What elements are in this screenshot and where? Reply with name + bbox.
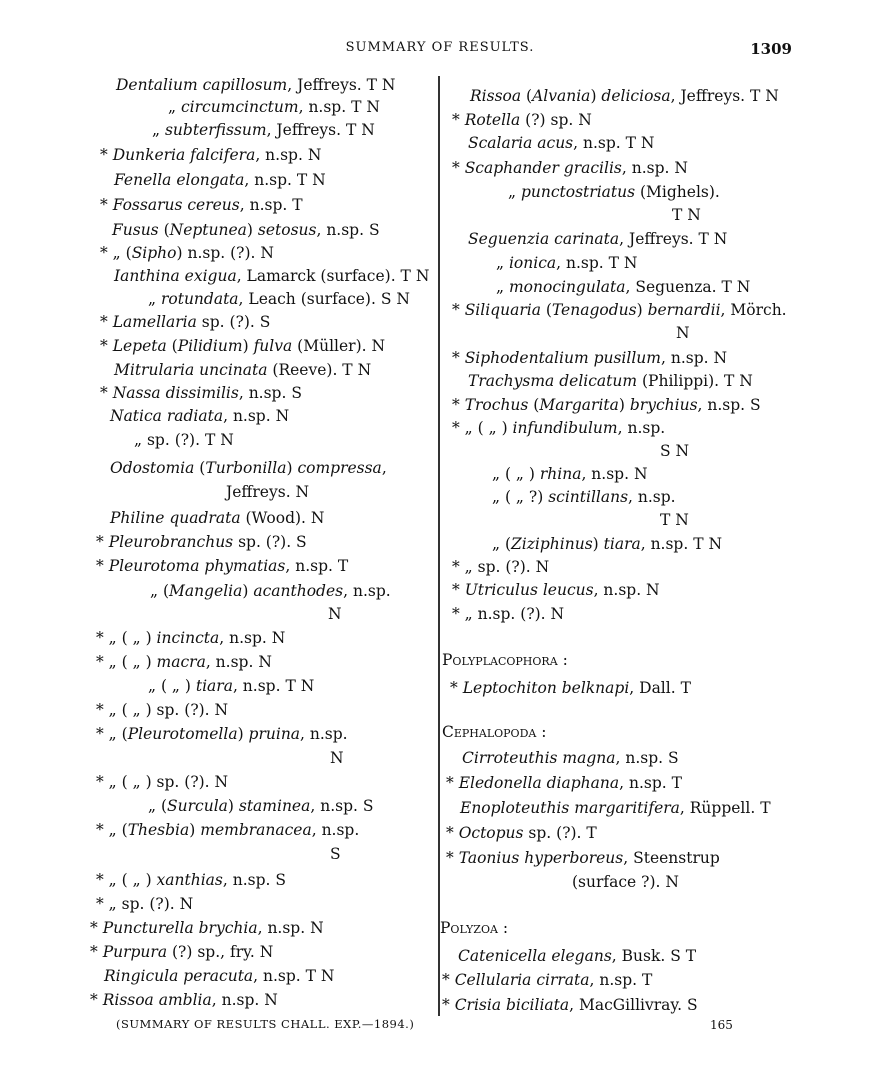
right-entry: Rissoa (Alvania) deliciosa, Jeffreys. T N bbox=[470, 87, 779, 105]
right-entry: * „ n.sp. (?). N bbox=[452, 605, 565, 623]
right-entry: Seguenzia carinata, Jeffreys. T N bbox=[468, 230, 728, 248]
left-entry: Jeffreys. N bbox=[226, 483, 310, 501]
right-entry: * Utriculus leucus, n.sp. N bbox=[452, 581, 660, 599]
left-entry: S bbox=[330, 845, 341, 863]
right-entry: * Crisia biciliata, MacGillivray. S bbox=[442, 996, 698, 1014]
left-entry: Fusus (Neptunea) setosus, n.sp. S bbox=[112, 221, 380, 239]
left-entry: * Nassa dissimilis, n.sp. S bbox=[100, 384, 302, 402]
running-title: SUMMARY OF RESULTS. bbox=[345, 40, 535, 55]
right-entry: * „ ( „ ) infundibulum, n.sp. bbox=[452, 419, 666, 437]
right-entry: * Cellularia cirrata, n.sp. T bbox=[442, 971, 653, 989]
right-entry: „ punctostriatus (Mighels). bbox=[508, 183, 720, 201]
left-entry: * „ (Pleurotomella) pruina, n.sp. bbox=[96, 725, 348, 743]
left-entry: * „ (Sipho) n.sp. (?). N bbox=[100, 244, 274, 262]
footer-signature: 165 bbox=[710, 1018, 733, 1032]
right-entry: Cirroteuthis magna, n.sp. S bbox=[462, 749, 679, 767]
left-entry: * Pleurobranchus sp. (?). S bbox=[96, 533, 307, 551]
left-entry: „ (Surcula) staminea, n.sp. S bbox=[148, 797, 374, 815]
page-number: 1309 bbox=[750, 40, 792, 58]
right-entry: „ monocingulata, Seguenza. T N bbox=[496, 278, 751, 296]
left-entry: Dentalium capillosum, Jeffreys. T N bbox=[116, 76, 396, 94]
left-entry: Odostomia (Turbonilla) compressa, bbox=[110, 459, 387, 477]
left-entry: * Fossarus cereus, n.sp. T bbox=[100, 196, 303, 214]
right-entry: * Siliquaria (Tenagodus) bernardii, Mörch. bbox=[452, 301, 787, 319]
right-entry: * Trochus (Margarita) brychius, n.sp. S bbox=[452, 396, 761, 414]
left-entry: Mitrularia uncinata (Reeve). T N bbox=[114, 361, 372, 379]
left-entry: * „ ( „ ) sp. (?). N bbox=[96, 773, 229, 791]
right-entry: * Eledonella diaphana, n.sp. T bbox=[446, 774, 682, 792]
right-entry: Polyzoa : bbox=[440, 919, 509, 937]
left-entry: * Pleurotoma phymatias, n.sp. T bbox=[96, 557, 349, 575]
right-entry: „ ( „ ?) scintillans, n.sp. bbox=[492, 488, 676, 506]
right-entry: T N bbox=[660, 511, 689, 529]
right-entry: Polyplacophora : bbox=[442, 651, 568, 669]
left-entry: * „ sp. (?). N bbox=[96, 895, 194, 913]
left-entry: N bbox=[328, 605, 342, 623]
left-entry: * „ ( „ ) xanthias, n.sp. S bbox=[96, 871, 287, 889]
left-entry: „ sp. (?). T N bbox=[134, 431, 234, 449]
left-entry: Natica radiata, n.sp. N bbox=[110, 407, 290, 425]
left-entry: * Puncturella brychia, n.sp. N bbox=[90, 919, 324, 937]
left-entry: „ circumcinctum, n.sp. T N bbox=[168, 98, 380, 116]
right-entry: * Rotella (?) sp. N bbox=[452, 111, 592, 129]
left-entry: „ subterfissum, Jeffreys. T N bbox=[152, 121, 375, 139]
left-entry: * Purpura (?) sp., fry. N bbox=[90, 943, 274, 961]
right-entry: * Octopus sp. (?). T bbox=[446, 824, 597, 842]
left-entry: Ianthina exigua, Lamarck (surface). T N bbox=[114, 267, 430, 285]
left-entry: * „ ( „ ) sp. (?). N bbox=[96, 701, 229, 719]
left-entry: Ringicula peracuta, n.sp. T N bbox=[104, 967, 335, 985]
right-entry: * Taonius hyperboreus, Steenstrup bbox=[446, 849, 720, 867]
right-entry: Scalaria acus, n.sp. T N bbox=[468, 134, 655, 152]
left-entry: Fenella elongata, n.sp. T N bbox=[114, 171, 326, 189]
left-entry: „ (Mangelia) acanthodes, n.sp. bbox=[150, 582, 391, 600]
left-entry: * Lepeta (Pilidium) fulva (Müller). N bbox=[100, 337, 386, 355]
right-entry: „ (Ziziphinus) tiara, n.sp. T N bbox=[492, 535, 723, 553]
right-entry: T N bbox=[672, 206, 701, 224]
left-entry: * „ ( „ ) incincta, n.sp. N bbox=[96, 629, 286, 647]
right-entry: „ ( „ ) rhina, n.sp. N bbox=[492, 465, 648, 483]
right-entry: * Siphodentalium pusillum, n.sp. N bbox=[452, 349, 728, 367]
right-entry: Trachysma delicatum (Philippi). T N bbox=[468, 372, 753, 390]
footer-citation: (SUMMARY OF RESULTS CHALL. EXP.—1894.) bbox=[116, 1017, 415, 1031]
right-entry: N bbox=[676, 324, 690, 342]
left-entry: * Dunkeria falcifera, n.sp. N bbox=[100, 146, 322, 164]
right-entry: Enoploteuthis margaritifera, Rüppell. T bbox=[460, 799, 771, 817]
right-entry: (surface ?). N bbox=[572, 873, 679, 891]
left-entry: „ rotundata, Leach (surface). S N bbox=[148, 290, 410, 308]
left-entry: * Lamellaria sp. (?). S bbox=[100, 313, 271, 331]
column-divider bbox=[438, 76, 440, 1016]
left-entry: * „ ( „ ) macra, n.sp. N bbox=[96, 653, 272, 671]
left-entry: N bbox=[330, 749, 344, 767]
right-entry: S N bbox=[660, 442, 690, 460]
right-entry: Cephalopoda : bbox=[442, 723, 547, 741]
left-entry: Philine quadrata (Wood). N bbox=[110, 509, 325, 527]
right-entry: * „ sp. (?). N bbox=[452, 558, 550, 576]
right-entry: * Leptochiton belknapi, Dall. T bbox=[450, 679, 691, 697]
left-entry: * „ (Thesbia) membranacea, n.sp. bbox=[96, 821, 360, 839]
right-entry: Catenicella elegans, Busk. S T bbox=[458, 947, 697, 965]
right-entry: „ ionica, n.sp. T N bbox=[496, 254, 638, 272]
right-entry: * Scaphander gracilis, n.sp. N bbox=[452, 159, 688, 177]
left-entry: „ ( „ ) tiara, n.sp. T N bbox=[148, 677, 315, 695]
left-entry: * Rissoa amblia, n.sp. N bbox=[90, 991, 278, 1009]
